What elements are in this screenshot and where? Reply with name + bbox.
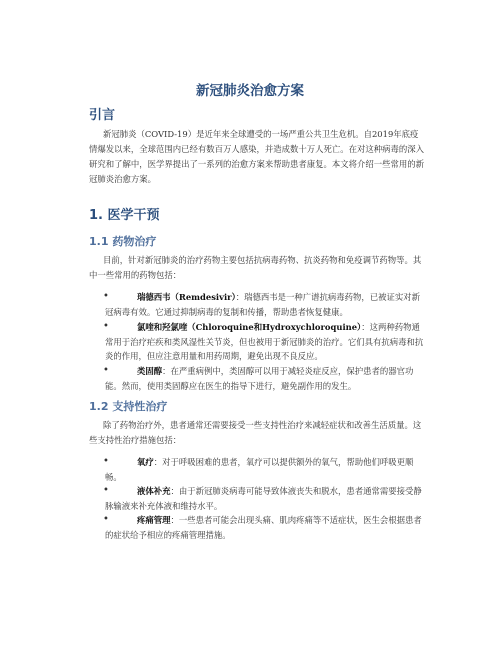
list-item-desc: ：在严重病例中，类固醇可以用于减轻炎症反应，保护患者的器官功能。然而，使用类固醇应在医生的指导下进行，避免副作用的发生。 <box>105 366 414 391</box>
list-item-term: 液体补充 <box>137 486 171 496</box>
bullet-dot: • <box>103 456 109 467</box>
list-item-term: 类固醇 <box>137 366 163 376</box>
list-item-desc: ：这两种药物通常用于治疗疟疾和类风湿性关节炎，但也被用于新冠肺炎的治疗。它们具有抗病毒和抗炎的作用，但应注意用量和用药周期，避免出现不良反应。 <box>105 322 424 361</box>
list-item-oxygen-therapy <box>105 455 427 484</box>
section1-heading: 1. 医学干预 <box>89 208 160 223</box>
document-title: 新冠肺炎治愈方案 <box>196 83 304 99</box>
list-item-term: 瑞德西韦（Remdesivir） <box>137 292 236 302</box>
list-item-term: 氧疗 <box>137 457 154 467</box>
list-item-remdesivir <box>105 290 427 319</box>
bullet-dot: • <box>103 514 109 525</box>
list-item-desc: ：对于呼吸困难的患者，氧疗可以提供额外的氧气，帮助他们呼吸更顺畅。 <box>105 457 414 482</box>
list-item-pain-management <box>105 513 427 542</box>
subsection-1-1-heading: 1.1 药物治疗 <box>89 235 157 248</box>
list-item-chloroquine <box>105 320 427 364</box>
bullet-dot: • <box>103 321 109 332</box>
list-item-term: 氯喹和羟氯喹（Chloroquine和Hydroxychloroquine） <box>137 322 362 332</box>
intro-heading: 引言 <box>89 108 116 123</box>
list-item-fluid-replacement <box>105 484 427 513</box>
subsection-1-1-paragraph: 目前，针对新冠肺炎的治疗药物主要包括抗病毒药物、抗炎药物和免疫调节药物等。其中一些常用的药物包括： <box>89 255 422 280</box>
bullet-dot: • <box>103 365 109 376</box>
intro-paragraph: 新冠肺炎（COVID-19）是近年来全球遭受的一场严重公共卫生危机。自2019年底疫情爆发以来，全球范围内已经有数百万人感染，并造成数十万人死亡。在对这种病毒的深入研究和了解中，医学界提出了一系列的治愈方案来帮助患者康复。本文将介绍一些常用的新冠肺炎治愈方案。 <box>89 129 424 184</box>
subsection-1-2-heading: 1.2 支持性治疗 <box>89 400 168 413</box>
subsection-1-2-paragraph: 除了药物治疗外，患者通常还需要接受一些支持性治疗来减轻症状和改善生活质量。这些支持性治疗措施包括： <box>89 420 422 445</box>
list-item-term: 疼痛管理 <box>137 515 171 525</box>
bullet-dot: • <box>103 485 109 496</box>
list-item-desc: ：由于新冠肺炎病毒可能导致体液丧失和脱水，患者通常需要接受静脉输液来补充体液和维持水平。 <box>105 486 422 511</box>
list-item-steroids <box>105 364 427 393</box>
list-item-desc: ：一些患者可能会出现头痛、肌肉疼痛等不适症状，医生会根据患者的症状给予相应的疼痛管理措施。 <box>105 515 422 540</box>
list-item-desc: ：瑞德西韦是一种广谱抗病毒药物，已被证实对新冠病毒有效。它通过抑制病毒的复制和传播，帮助患者恢复健康。 <box>105 292 420 317</box>
bullet-dot: • <box>103 291 109 302</box>
